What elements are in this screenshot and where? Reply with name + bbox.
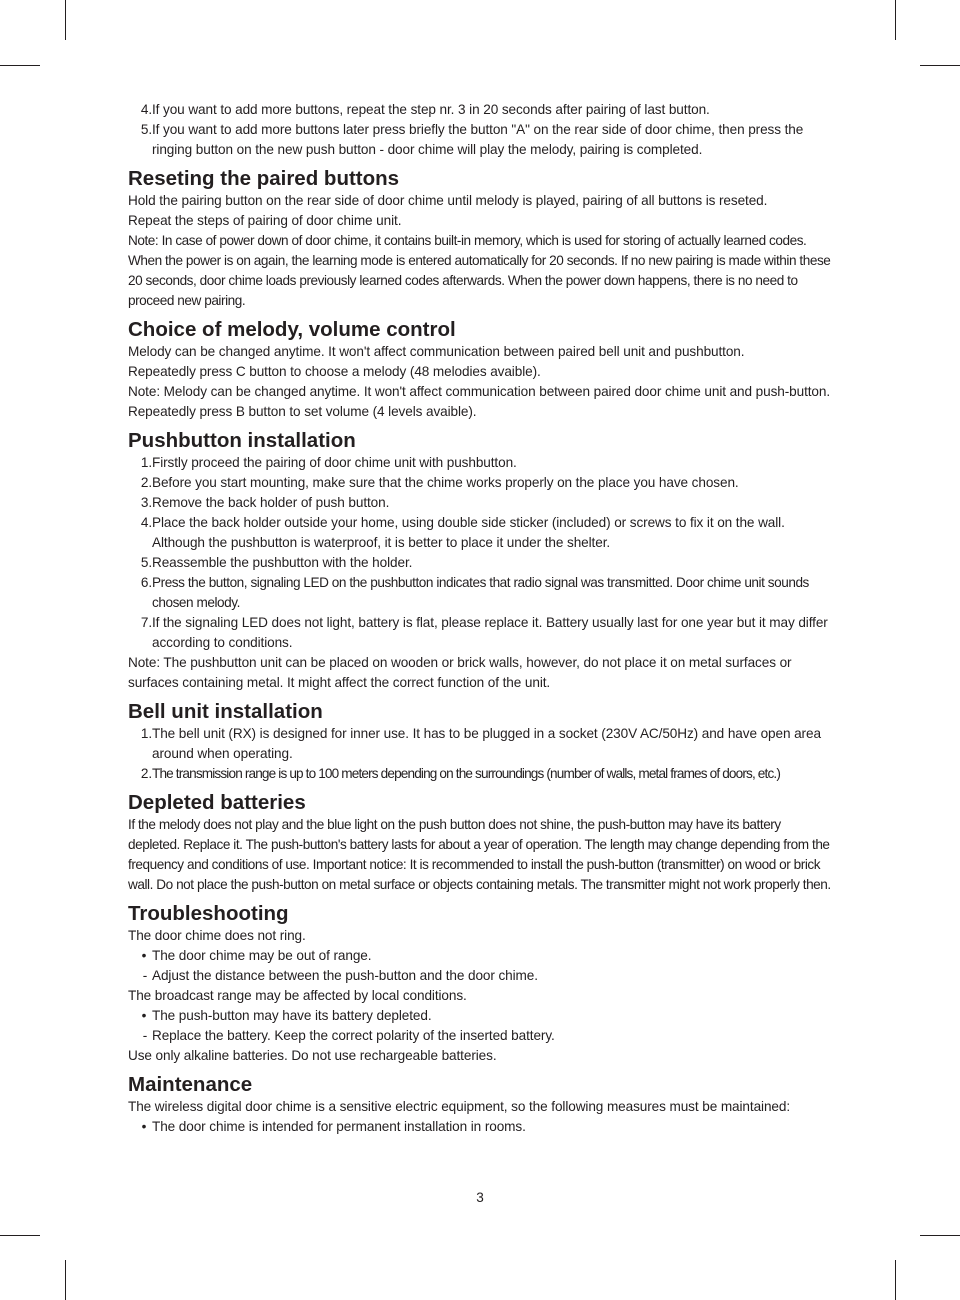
list-number: 4. <box>140 102 152 117</box>
list-item <box>128 724 834 764</box>
page-number: 3 <box>476 1190 484 1205</box>
list-text: If the signaling LED does not light, battery is flat, please replace it. Battery usually last for one year but it may differ according to conditions. <box>152 615 828 650</box>
paragraph: Melody can be changed anytime. It won't affect communication between paired bell unit and pushbutton. <box>128 344 745 359</box>
crop-mark <box>920 65 960 66</box>
paragraph: Note: The pushbutton unit can be placed on wooden or brick walls, however, do not place it on metal surfaces or surfaces containing metal. It might affect the correct function of the unit. <box>128 655 792 690</box>
list-item <box>128 764 834 784</box>
list-item <box>128 120 834 160</box>
bullet-item <box>128 946 834 966</box>
crop-mark <box>920 1235 960 1236</box>
list-number: 5. <box>140 555 152 570</box>
dash-marker: - <box>142 1028 148 1043</box>
list-number: 6. <box>140 575 152 590</box>
paragraph: Repeatedly press C button to choose a melody (48 melodies avaible). <box>128 364 541 379</box>
list-text: The bell unit (RX) is designed for inner use. It has to be plugged in a socket (230V AC/50Hz) and have open area around when operating. <box>152 726 821 761</box>
section-heading-reset: Reseting the paired buttons <box>128 167 400 190</box>
section-heading-batteries: Depleted batteries <box>128 791 306 814</box>
list-number: 2. <box>140 766 152 781</box>
section-heading-troubleshooting: Troubleshooting <box>128 902 289 925</box>
list-item <box>128 453 834 473</box>
paragraph: Repeat the steps of pairing of door chime unit. <box>128 213 402 228</box>
paragraph: Note: In case of power down of door chime, it contains built-in memory, which is used for storing of actually learned codes. When the power is on again, the learning mode is entered automatically for 20 seconds. If no new pairing is made within these 20 seconds, door chime loads previously learned codes afterwards. When the power down happens, there is no need to proceed new pairing. <box>128 233 831 308</box>
list-text: Firstly proceed the pairing of door chime unit with pushbutton. <box>152 455 517 470</box>
paragraph: Use only alkaline batteries. Do not use rechargeable batteries. <box>128 1048 497 1063</box>
list-item <box>128 553 834 573</box>
paragraph: The door chime does not ring. <box>128 928 306 943</box>
paragraph: Hold the pairing button on the rear side of door chime until melody is played, pairing of all buttons is reseted. <box>128 193 768 208</box>
list-number: 1. <box>140 455 152 470</box>
list-number: 1. <box>140 726 152 741</box>
bullet-text: The door chime is intended for permanent installation in rooms. <box>152 1119 526 1134</box>
list-item <box>128 473 834 493</box>
dash-marker: - <box>142 968 148 983</box>
section-heading-melody: Choice of melody, volume control <box>128 318 456 341</box>
paragraph: Note: Melody can be changed anytime. It won't affect communication between paired door chime unit and push-button. Repeatedly press B button to set volume (4 levels avaible). <box>128 384 831 419</box>
list-text: Press the button, signaling LED on the pushbutton indicates that radio signal was transmitted. Door chime unit sounds chosen melody. <box>152 575 809 610</box>
bullet-marker: • <box>141 1119 147 1134</box>
list-number: 4. <box>140 515 152 530</box>
section-heading-maintenance: Maintenance <box>128 1073 253 1096</box>
bullet-marker: • <box>141 948 147 963</box>
dash-text: Adjust the distance between the push-button and the door chime. <box>152 968 538 983</box>
list-text: The transmission range is up to 100 meters depending on the surroundings (number of walls, metal frames of doors, etc.) <box>152 766 780 781</box>
bullet-item <box>128 1006 834 1026</box>
list-item <box>128 613 834 653</box>
bullet-marker: • <box>141 1008 147 1023</box>
crop-mark <box>895 1260 896 1300</box>
bullet-text: The push-button may have its battery depleted. <box>152 1008 432 1023</box>
crop-mark <box>895 0 896 40</box>
list-text: If you want to add more buttons, repeat the step nr. 3 in 20 seconds after pairing of last button. <box>152 102 710 117</box>
list-item <box>128 493 834 513</box>
section-heading-pushbutton: Pushbutton installation <box>128 429 356 452</box>
bullet-text: The door chime may be out of range. <box>152 948 372 963</box>
crop-mark <box>65 1260 66 1300</box>
crop-mark <box>0 65 40 66</box>
paragraph: If the melody does not play and the blue light on the push button does not shine, the push-button may have its battery depleted. Replace it. The push-button's battery lasts for about a year of operation. The length may change depending from the frequency and conditions of use. Important notice: It is recommended to install the push-button (transmitter) on wood or brick wall. Do not place the push-button on metal surface or objects containing metals. The transmitter might not work properly then. <box>128 817 831 892</box>
list-text: Place the back holder outside your home, using double side sticker (included) or screws to fix it on the wall. Although the pushbutton is waterproof, it is better to place it under the shelter. <box>152 515 785 550</box>
paragraph: The wireless digital door chime is a sensitive electric equipment, so the following measures must be maintained: <box>128 1099 791 1114</box>
list-item <box>128 573 834 613</box>
list-item <box>128 100 834 120</box>
list-text: Before you start mounting, make sure that the chime works properly on the place you have chosen. <box>152 475 739 490</box>
list-item <box>128 513 834 553</box>
dash-item <box>128 1026 834 1046</box>
list-number: 5. <box>140 122 152 137</box>
list-text: Reassemble the pushbutton with the holder. <box>152 555 413 570</box>
bullet-item <box>128 1117 834 1137</box>
list-number: 2. <box>140 475 152 490</box>
paragraph: The broadcast range may be affected by local conditions. <box>128 988 467 1003</box>
crop-mark <box>65 0 66 40</box>
dash-item <box>128 966 834 986</box>
list-text: If you want to add more buttons later press briefly the button "A" on the rear side of door chime, then press the ringing button on the new push button - door chime will play the melody, pairing is completed. <box>152 122 804 157</box>
list-number: 7. <box>140 615 152 630</box>
section-heading-bell: Bell unit installation <box>128 700 323 723</box>
dash-text: Replace the battery. Keep the correct polarity of the inserted battery. <box>152 1028 555 1043</box>
list-text: Remove the back holder of push button. <box>152 495 390 510</box>
crop-mark <box>0 1235 40 1236</box>
document-body <box>128 100 834 1137</box>
list-number: 3. <box>140 495 152 510</box>
